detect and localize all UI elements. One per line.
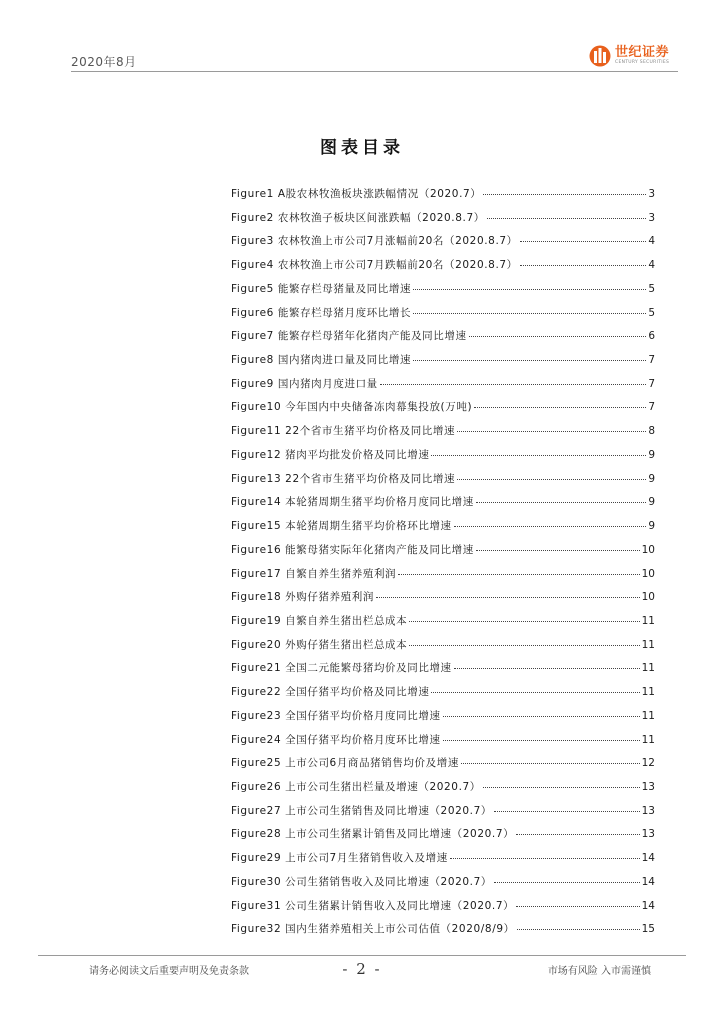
toc-dot-leader — [516, 906, 639, 907]
toc-dot-leader — [409, 621, 639, 622]
toc-dot-leader — [443, 740, 640, 741]
toc-entry-page[interactable]: 14 — [641, 852, 655, 865]
toc-dot-leader — [450, 858, 640, 859]
toc-entry[interactable] — [231, 494, 655, 518]
toc-entry-page[interactable]: 12 — [641, 757, 655, 770]
toc-entry-page[interactable]: 4 — [648, 235, 655, 248]
toc-dot-leader — [431, 455, 646, 456]
toc-dot-leader — [517, 929, 640, 930]
toc-dot-leader — [476, 550, 640, 551]
toc-entry-label[interactable]: Figure8 国内猪肉进口量及同比增速 — [231, 354, 412, 367]
toc-dot-leader — [380, 384, 647, 385]
toc-entry[interactable] — [231, 423, 655, 447]
toc-entry[interactable] — [231, 566, 655, 590]
toc-entry[interactable] — [231, 210, 655, 234]
toc-dot-leader — [494, 811, 640, 812]
toc-entry[interactable] — [231, 637, 655, 661]
toc-dot-leader — [483, 194, 646, 195]
toc-entry-label[interactable]: Figure29 上市公司7月生猪销售收入及增速 — [231, 852, 448, 865]
toc-entry[interactable] — [231, 613, 655, 637]
header-divider — [71, 71, 678, 72]
toc-entry-label[interactable]: Figure30 公司生猪销售收入及同比增速（2020.7） — [231, 875, 492, 888]
toc-entry[interactable] — [231, 898, 655, 922]
toc-entry-label[interactable]: Figure7 能繁存栏母猪年化猪肉产能及同比增速 — [231, 330, 467, 343]
toc-entry[interactable] — [231, 850, 655, 874]
company-logo — [589, 42, 679, 70]
toc-dot-leader — [520, 265, 647, 266]
toc-entry-page[interactable]: 5 — [648, 306, 655, 319]
toc-entry-label[interactable]: Figure15 本轮猪周期生猪平均价格环比增速 — [231, 520, 452, 533]
toc-entry-page[interactable]: 13 — [641, 828, 655, 841]
toc-entry-page[interactable]: 11 — [641, 662, 655, 675]
toc-entry-label[interactable]: Figure14 本轮猪周期生猪平均价格月度同比增速 — [231, 496, 474, 509]
toc-entry[interactable] — [231, 471, 655, 495]
toc-entry[interactable] — [231, 233, 655, 257]
toc-dot-leader — [457, 431, 646, 432]
toc-entry-page[interactable]: 11 — [641, 614, 655, 627]
toc-entry[interactable] — [231, 305, 655, 329]
toc-entry-page[interactable]: 7 — [648, 354, 655, 367]
toc-entry-page[interactable]: 7 — [648, 377, 655, 390]
toc-entry[interactable] — [231, 732, 655, 756]
toc-entry-page[interactable]: 8 — [648, 425, 655, 438]
toc-entry[interactable] — [231, 447, 655, 471]
toc-entry-label[interactable]: Figure6 能繁存栏母猪月度环比增长 — [231, 306, 412, 319]
toc-entry-label[interactable]: Figure16 能繁母猪实际年化猪肉产能及同比增速 — [231, 543, 474, 556]
toc-entry-page[interactable]: 5 — [648, 282, 655, 295]
toc-entry-label[interactable]: Figure13 22个省市生猪平均价格及同比增速 — [231, 472, 456, 485]
toc-entry-page[interactable]: 9 — [648, 472, 655, 485]
toc-title: 图表目录 — [320, 138, 404, 158]
toc-entry[interactable] — [231, 803, 655, 827]
toc-dot-leader — [413, 313, 646, 314]
toc-dot-leader — [454, 526, 647, 527]
toc-entry[interactable] — [231, 708, 655, 732]
toc-entry[interactable] — [231, 542, 655, 566]
toc-entry[interactable] — [231, 281, 655, 305]
toc-entry-label[interactable]: Figure12 猪肉平均批发价格及同比增速 — [231, 448, 430, 461]
toc-dot-leader — [413, 289, 646, 290]
toc-entry-page[interactable]: 9 — [648, 448, 655, 461]
toc-entry-label[interactable]: Figure11 22个省市生猪平均价格及同比增速 — [231, 425, 456, 438]
toc-entry-page[interactable]: 4 — [648, 259, 655, 272]
toc-dot-leader — [469, 336, 647, 337]
toc-entry-page[interactable]: 9 — [648, 496, 655, 509]
toc-entry[interactable] — [231, 399, 655, 423]
toc-entry-label[interactable]: Figure9 国内猪肉月度进口量 — [231, 377, 378, 390]
toc-entry[interactable] — [231, 328, 655, 352]
toc-dot-leader — [476, 502, 646, 503]
footer-disclaimer: 请务必阅读文后重要声明及免责条款 — [89, 966, 249, 977]
footer-divider — [38, 955, 686, 956]
toc-entry-label[interactable]: Figure21 全国二元能繁母猪均价及同比增速 — [231, 662, 452, 675]
toc-dot-leader — [431, 692, 639, 693]
toc-entry[interactable] — [231, 186, 655, 210]
toc-entry-label[interactable]: Figure32 国内生猪养殖相关上市公司估值（2020/8/9） — [231, 923, 515, 936]
toc-dot-leader — [454, 668, 640, 669]
toc-entry-label[interactable]: Figure23 全国仔猪平均价格月度同比增速 — [231, 709, 441, 722]
toc-entry-label[interactable]: Figure20 外购仔猪生猪出栏总成本 — [231, 638, 408, 651]
toc-list — [231, 186, 655, 945]
toc-entry[interactable] — [231, 376, 655, 400]
toc-entry-page[interactable]: 13 — [641, 804, 655, 817]
toc-entry-label[interactable]: Figure2 农林牧渔子板块区间涨跌幅（2020.8.7） — [231, 211, 485, 224]
toc-entry[interactable] — [231, 257, 655, 281]
toc-dot-leader — [487, 218, 646, 219]
toc-entry-page[interactable]: 14 — [641, 875, 655, 888]
toc-entry-label[interactable]: Figure19 自繁自养生猪出栏总成本 — [231, 614, 408, 627]
toc-entry-label[interactable]: Figure25 上市公司6月商品猪销售均价及增速 — [231, 757, 459, 770]
footer-risk-notice: 市场有风险 入市需谨慎 — [547, 966, 651, 977]
toc-entry-label[interactable]: Figure5 能繁存栏母猪量及同比增速 — [231, 282, 412, 295]
toc-dot-leader — [398, 574, 639, 575]
toc-entry-page[interactable]: 10 — [641, 591, 655, 604]
toc-entry[interactable] — [231, 589, 655, 613]
toc-entry-label[interactable]: Figure17 自繁自养生猪养殖利润 — [231, 567, 397, 580]
toc-dot-leader — [520, 241, 647, 242]
toc-dot-leader — [376, 597, 640, 598]
toc-entry-page[interactable]: 6 — [648, 330, 655, 343]
toc-entry[interactable] — [231, 352, 655, 376]
toc-dot-leader — [494, 882, 640, 883]
toc-entry-page[interactable]: 9 — [648, 520, 655, 533]
logo-mark-icon — [589, 43, 611, 69]
toc-entry-page[interactable]: 11 — [641, 709, 655, 722]
toc-entry-label[interactable]: Figure22 全国仔猪平均价格及同比增速 — [231, 686, 430, 699]
toc-entry-page[interactable]: 11 — [641, 686, 655, 699]
toc-entry-page[interactable]: 7 — [648, 401, 655, 414]
toc-entry-page[interactable]: 14 — [641, 899, 655, 912]
toc-entry-page[interactable]: 11 — [641, 733, 655, 746]
toc-dot-leader — [413, 360, 646, 361]
logo-name-en: CENTURY SECURITIES — [615, 60, 670, 66]
toc-entry-label[interactable]: Figure31 公司生猪累计销售收入及同比增速（2020.7） — [231, 899, 515, 912]
toc-entry-label[interactable]: Figure18 外购仔猪养殖利润 — [231, 591, 374, 604]
toc-entry[interactable] — [231, 518, 655, 542]
page-number: - 2 - — [342, 960, 382, 978]
toc-entry-label[interactable]: Figure3 农林牧渔上市公司7月涨幅前20名（2020.8.7） — [231, 235, 518, 248]
toc-dot-leader — [516, 834, 639, 835]
toc-entry-page[interactable]: 3 — [648, 211, 655, 224]
toc-dot-leader — [461, 763, 640, 764]
toc-dot-leader — [474, 407, 646, 408]
toc-entry-label[interactable]: Figure1 A股农林牧渔板块涨跌幅情况（2020.7） — [231, 188, 482, 200]
toc-entry-page[interactable]: 11 — [641, 638, 655, 651]
toc-entry-page[interactable]: 10 — [641, 567, 655, 580]
toc-entry-page[interactable]: 10 — [641, 543, 655, 556]
toc-dot-leader — [443, 716, 640, 717]
toc-entry[interactable] — [231, 755, 655, 779]
toc-entry[interactable] — [231, 921, 655, 945]
toc-entry-label[interactable]: Figure28 上市公司生猪累计销售及同比增速（2020.7） — [231, 828, 515, 841]
report-date: 2020年8月 — [71, 55, 137, 69]
toc-entry-label[interactable]: Figure26 上市公司生猪出栏量及增速（2020.7） — [231, 780, 481, 793]
toc-entry-label[interactable]: Figure27 上市公司生猪销售及同比增速（2020.7） — [231, 804, 492, 817]
toc-dot-leader — [457, 479, 646, 480]
toc-dot-leader — [483, 787, 640, 788]
logo-name-cn: 世纪证券 — [615, 45, 670, 61]
toc-entry[interactable] — [231, 874, 655, 898]
toc-entry-label[interactable]: Figure4 农林牧渔上市公司7月跌幅前20名（2020.8.7） — [231, 259, 518, 272]
toc-entry[interactable] — [231, 684, 655, 708]
toc-entry-page[interactable]: 15 — [641, 923, 655, 936]
toc-dot-leader — [409, 645, 639, 646]
toc-entry[interactable] — [231, 660, 655, 684]
toc-entry-label[interactable]: Figure10 今年国内中央储备冻肉幕集投放(万吨) — [231, 401, 473, 414]
toc-entry-page[interactable]: 13 — [641, 780, 655, 793]
toc-entry[interactable] — [231, 779, 655, 803]
toc-entry[interactable] — [231, 826, 655, 850]
toc-entry-label[interactable]: Figure24 全国仔猪平均价格月度环比增速 — [231, 733, 441, 746]
toc-entry-page[interactable]: 3 — [648, 188, 655, 200]
